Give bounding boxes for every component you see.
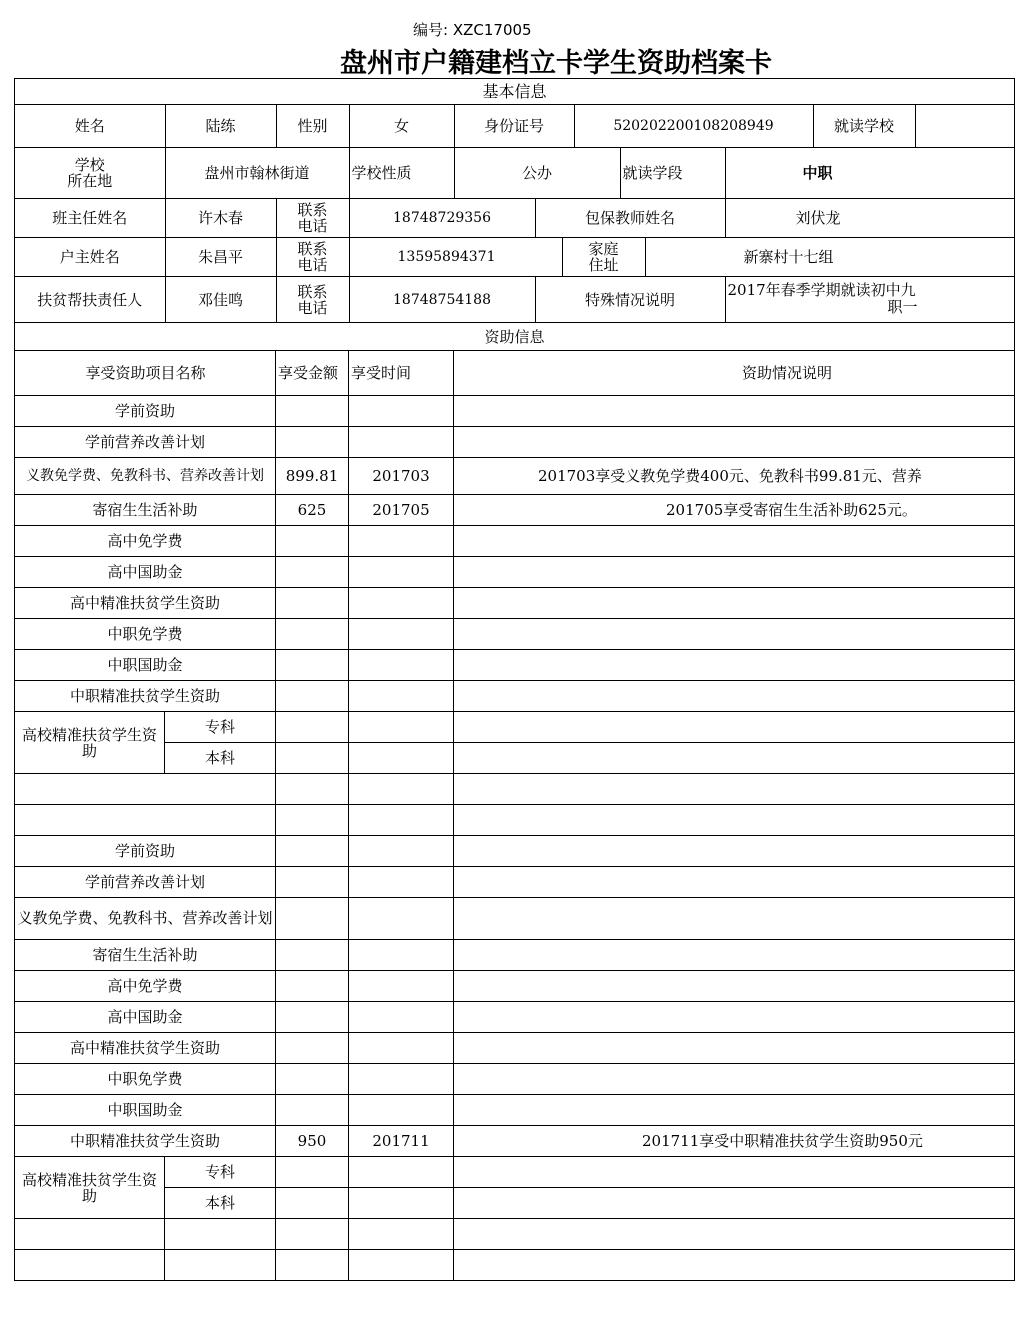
special-line-1: 2017年春季学期就读初中九	[727, 281, 916, 299]
blank-cell	[454, 774, 1015, 805]
aid-row	[15, 940, 1015, 971]
aid-row	[15, 867, 1015, 898]
aid-amount	[276, 588, 349, 619]
school-location-label-line-1: 学校	[74, 156, 105, 174]
aid-info-header: 资助信息	[15, 323, 1015, 351]
page-title: 盘州市户籍建档立卡学生资助档案卡	[340, 48, 772, 79]
blank-cell	[165, 1219, 276, 1250]
aid-amount	[276, 681, 349, 712]
special-value	[725, 277, 1015, 322]
aid-amount	[276, 836, 349, 867]
aid-description	[454, 898, 1015, 940]
aid-item-name: 中职精准扶贫学生资助	[15, 1126, 276, 1157]
aid-description	[454, 1002, 1015, 1033]
special-line-2: 职一	[887, 298, 918, 316]
address-value: 新寨村十七组	[743, 248, 834, 266]
aid-item-name: 中职精准扶贫学生资助	[15, 681, 276, 712]
aid-time	[349, 396, 454, 427]
aid-description	[454, 619, 1015, 650]
blank-cell	[349, 805, 454, 836]
aid-description	[454, 1033, 1015, 1064]
blank-row	[15, 774, 1015, 805]
aid-description	[454, 1157, 1015, 1188]
guarantee-teacher-label: 包保教师姓名	[535, 199, 725, 237]
aid-time	[349, 427, 454, 458]
aid-amount	[276, 557, 349, 588]
blank-row	[15, 1219, 1015, 1250]
aid-amount	[276, 1157, 349, 1188]
aid-item-name: 学前营养改善计划	[15, 867, 276, 898]
aid-description	[454, 681, 1015, 712]
school-location-label-line-2: 所在地	[67, 172, 113, 190]
aid-time	[349, 1188, 454, 1219]
poverty-person-label: 扶贫帮扶责任人	[15, 277, 165, 322]
aid-description	[454, 427, 1015, 458]
blank-cell	[165, 1250, 276, 1281]
aid-time	[349, 1095, 454, 1126]
poverty-person-value: 邓佳鸣	[165, 277, 276, 322]
aid-amount	[276, 1064, 349, 1095]
aid-row	[15, 650, 1015, 681]
aid-item-name: 寄宿生生活补助	[15, 495, 276, 526]
aid-item-name: 学前营养改善计划	[15, 427, 276, 458]
aid-time	[349, 743, 454, 774]
aid-row	[15, 526, 1015, 557]
aid-item-name: 寄宿生生活补助	[15, 940, 276, 971]
code-value: XZC17005	[452, 21, 532, 39]
aid-description	[454, 940, 1015, 971]
aid-row	[15, 681, 1015, 712]
col-item-header: 享受资助项目名称	[85, 364, 206, 382]
aid-time	[349, 971, 454, 1002]
aid-time	[349, 898, 454, 940]
record-code	[413, 19, 532, 40]
aid-description	[454, 1095, 1015, 1126]
aid-item-name: 中职国助金	[15, 650, 276, 681]
aid-item-name: 义教免学费、免教科书、营养改善计划	[15, 898, 276, 940]
phone-label-line-2: 电话	[297, 256, 328, 274]
aid-item-name: 高中精准扶贫学生资助	[15, 1033, 276, 1064]
id-label: 身份证号	[454, 105, 574, 147]
aid-row-college-junior	[15, 712, 1015, 743]
aid-time	[349, 650, 454, 681]
aid-description	[454, 1188, 1015, 1219]
aid-item-name: 高中免学费	[15, 971, 276, 1002]
head-teacher-phone-label	[276, 199, 349, 237]
aid-amount	[276, 619, 349, 650]
aid-row-college-bachelor	[15, 743, 1015, 774]
aid-row	[15, 1033, 1015, 1064]
aid-amount	[276, 971, 349, 1002]
aid-row	[15, 836, 1015, 867]
aid-amount	[276, 743, 349, 774]
aid-time	[349, 712, 454, 743]
aid-description	[454, 1064, 1015, 1095]
aid-amount	[276, 1033, 349, 1064]
college-junior-label: 专科	[165, 712, 276, 743]
address-label-line-2: 住址	[588, 256, 619, 274]
col-desc-header: 资助情况说明	[454, 351, 1015, 396]
col-time-header: 享受时间	[349, 351, 454, 396]
aid-time	[349, 557, 454, 588]
blank-cell	[15, 1219, 165, 1250]
phone-label-line-2: 电话	[297, 298, 328, 317]
address-label-line-1: 家庭	[588, 240, 619, 258]
householder-phone-label	[276, 238, 349, 276]
aid-amount	[276, 1095, 349, 1126]
aid-amount	[276, 427, 349, 458]
aid-row	[15, 1126, 1015, 1157]
left-border	[14, 78, 15, 1276]
aid-row-college-junior	[15, 1157, 1015, 1188]
aid-item-name: 中职国助金	[15, 1095, 276, 1126]
aid-description	[454, 743, 1015, 774]
aid-amount	[276, 867, 349, 898]
gender-label: 性别	[276, 105, 349, 147]
aid-item-name: 高中国助金	[15, 1002, 276, 1033]
blank-cell	[15, 774, 276, 805]
aid-row	[15, 1064, 1015, 1095]
aid-description: 201711享受中职精准扶贫学生资助950元	[454, 1126, 1015, 1157]
aid-description	[454, 396, 1015, 427]
aid-amount: 625	[276, 495, 349, 526]
poverty-person-phone-label	[276, 277, 349, 322]
stage-value: 中职	[802, 164, 833, 182]
aid-amount	[276, 526, 349, 557]
phone-label-line-1: 联系	[297, 282, 328, 301]
aid-time	[349, 867, 454, 898]
aid-time: 201711	[349, 1126, 454, 1157]
aid-amount: 899.81	[276, 458, 349, 495]
college-junior-label: 专科	[165, 1157, 276, 1188]
aid-time	[349, 1002, 454, 1033]
aid-item-name: 中职免学费	[15, 619, 276, 650]
blank-cell	[15, 805, 276, 836]
aid-time	[349, 836, 454, 867]
aid-description	[454, 526, 1015, 557]
aid-row	[15, 396, 1015, 427]
aid-item-name: 学前资助	[15, 836, 276, 867]
aid-item-name: 学前资助	[15, 396, 276, 427]
blank-cell	[276, 805, 349, 836]
aid-record-sheet	[14, 78, 923, 1276]
blank-cell	[349, 774, 454, 805]
aid-record-table	[14, 78, 1015, 1281]
aid-amount: 950	[276, 1126, 349, 1157]
aid-item-name: 高中免学费	[15, 526, 276, 557]
blank-cell	[454, 1250, 1015, 1281]
school-type-value: 公办	[454, 148, 620, 198]
blank-cell	[349, 1219, 454, 1250]
aid-time	[349, 526, 454, 557]
aid-item-name: 中职免学费	[15, 1064, 276, 1095]
aid-row	[15, 1002, 1015, 1033]
college-bachelor-label: 本科	[165, 743, 276, 774]
householder-phone-value: 13595894371	[349, 238, 562, 276]
aid-row	[15, 971, 1015, 1002]
col-amount-header: 享受金额	[276, 351, 349, 396]
head-teacher-label: 班主任姓名	[15, 199, 165, 237]
phone-label-line-1: 联系	[297, 201, 328, 219]
aid-row	[15, 427, 1015, 458]
aid-amount	[276, 898, 349, 940]
blank-cell	[276, 1219, 349, 1250]
aid-row	[15, 495, 1015, 526]
aid-amount	[276, 396, 349, 427]
school-type-label: 学校性质	[349, 148, 454, 198]
blank-cell	[454, 1219, 1015, 1250]
code-label: 编号:	[413, 21, 449, 39]
aid-description	[454, 650, 1015, 681]
aid-time	[349, 588, 454, 619]
aid-description	[454, 557, 1015, 588]
college-aid-label: 高校精准扶贫学生资助	[15, 1157, 165, 1219]
householder-label: 户主姓名	[15, 238, 165, 276]
aid-row-college-bachelor	[15, 1188, 1015, 1219]
college-bachelor-label: 本科	[165, 1188, 276, 1219]
address-label	[562, 238, 645, 276]
aid-amount	[276, 1188, 349, 1219]
blank-cell	[276, 1250, 349, 1281]
aid-description	[454, 712, 1015, 743]
aid-row	[15, 557, 1015, 588]
aid-row	[15, 458, 1015, 495]
college-aid-label: 高校精准扶贫学生资助	[15, 712, 165, 774]
guarantee-teacher-value: 刘伏龙	[795, 209, 841, 227]
aid-row	[15, 619, 1015, 650]
blank-cell	[276, 774, 349, 805]
aid-time	[349, 619, 454, 650]
phone-label-line-1: 联系	[297, 240, 328, 258]
aid-amount	[276, 940, 349, 971]
aid-description: 201703享受义教免学费400元、免教科书99.81元、营养	[454, 458, 1015, 495]
id-value: 520202200108208949	[574, 105, 813, 147]
name-label: 姓名	[15, 105, 165, 147]
school-location-value: 盘州市翰林街道	[165, 148, 349, 198]
aid-time: 201703	[349, 458, 454, 495]
blank-cell	[454, 805, 1015, 836]
aid-time	[349, 1033, 454, 1064]
aid-row	[15, 588, 1015, 619]
basic-info-header: 基本信息	[15, 79, 1015, 105]
aid-time	[349, 1064, 454, 1095]
stage-label: 就读学段	[620, 148, 725, 198]
name-value: 陆练	[165, 105, 276, 147]
aid-description	[454, 836, 1015, 867]
head-teacher-value: 许木春	[165, 199, 276, 237]
aid-item-name: 高中精准扶贫学生资助	[15, 588, 276, 619]
aid-description	[454, 867, 1015, 898]
school-label: 就读学校	[813, 105, 915, 147]
blank-cell	[349, 1250, 454, 1281]
aid-description	[454, 971, 1015, 1002]
aid-item-name: 高中国助金	[15, 557, 276, 588]
aid-row	[15, 898, 1015, 940]
aid-amount	[276, 1002, 349, 1033]
school-value	[915, 105, 1015, 147]
gender-value: 女	[349, 105, 454, 147]
special-label: 特殊情况说明	[535, 277, 725, 322]
householder-value: 朱昌平	[165, 238, 276, 276]
aid-time	[349, 1157, 454, 1188]
phone-label-line-2: 电话	[297, 217, 328, 235]
aid-time	[349, 681, 454, 712]
aid-description	[454, 588, 1015, 619]
aid-time	[349, 940, 454, 971]
poverty-person-phone-value: 18748754188	[349, 277, 535, 322]
blank-cell	[15, 1250, 165, 1281]
aid-description: 201705享受寄宿生生活补助625元。	[454, 495, 1015, 526]
aid-amount	[276, 650, 349, 681]
school-location-label	[15, 148, 165, 198]
aid-amount	[276, 712, 349, 743]
head-teacher-phone-value: 18748729356	[349, 199, 535, 237]
blank-row	[15, 805, 1015, 836]
aid-time: 201705	[349, 495, 454, 526]
aid-item-name: 义教免学费、免教科书、营养改善计划	[15, 458, 276, 495]
blank-row	[15, 1250, 1015, 1281]
aid-row	[15, 1095, 1015, 1126]
